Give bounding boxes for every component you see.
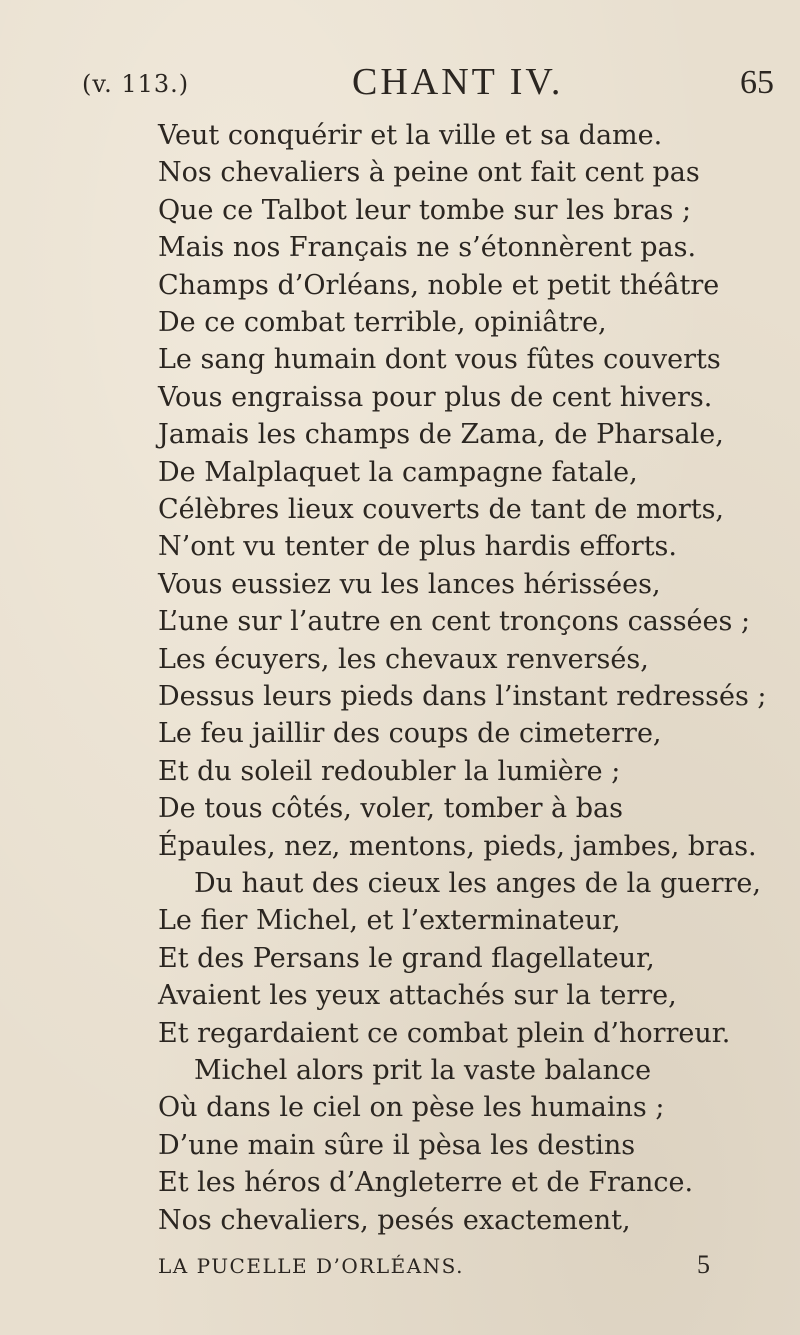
verse-line: Épaules, nez, mentons, pieds, jambes, bras. [158,830,757,862]
verse-line: De tous côtés, voler, tomber à bas [158,793,623,825]
verse-line: Jamais les champs de Zama, de Pharsale, [158,419,724,451]
verse-line: Dessus leurs pieds dans l’instant redressés ; [158,681,767,712]
page-number: 65 [740,64,774,101]
verse-line: Et du soleil redoubler la lumière ; [158,755,621,787]
verse-line: L’une sur l’autre en cent tronçons cassées ; [158,606,751,638]
verse-line: Et regardaient ce combat plein d’horreur. [158,1017,731,1049]
verse-line: Michel alors prit la vaste balance [194,1055,652,1086]
page-footer [158,1250,710,1284]
verse-line: Où dans le ciel on pèse les humains ; [158,1092,665,1124]
verse-line: Mais nos Français ne s’étonnèrent pas. [158,232,697,264]
verse-line: Avaient les yeux attachés sur la terre, [158,980,677,1012]
verse-line: D’une main sûre il pèsa les destins [158,1129,636,1161]
verse-line: Le feu jaillir des coups de cimeterre, [158,718,662,750]
verse-line: Le fier Michel, et l’exterminateur, [158,905,621,937]
verse-line: N’ont vu tenter de plus hardis efforts. [158,531,677,563]
running-head [82,58,774,106]
verse-line: Champs d’Orléans, noble et petit théâtre [158,269,720,301]
verse-line: Les écuyers, les chevaux renversés, [158,643,649,675]
verse-line: Et des Persans le grand flagellateur, [158,942,655,974]
verse-line: Nos chevaliers à peine ont fait cent pas [158,157,700,189]
verse-line: Célèbres lieux couverts de tant de morts, [158,494,725,525]
verse-line: Du haut des cieux les anges de la guerre, [194,868,761,899]
verse-line: Que ce Talbot leur tombe sur les bras ; [158,194,692,226]
verse-line: Vous engraissa pour plus de cent hivers. [158,381,713,413]
verse-line: Le sang humain dont vous fûtes couverts [158,344,721,376]
verse-line: Et les héros d’Angleterre et de France. [158,1167,694,1199]
verse-line: Vous eussiez vu les lances hérissées, [158,568,661,600]
verse-line: Veut conquérir et la ville et sa dame. [158,120,663,151]
verse-line: Nos chevaliers, pesés exactement, [158,1204,631,1236]
verse-reference: (v. 113.) [82,70,190,98]
verse-line: De Malplaquet la campagne fatale, [158,456,638,488]
verse-line: De ce combat terrible, opiniâtre, [158,307,607,338]
printer-signature: LA PUCELLE D’ORLÉANS. [158,1254,464,1278]
chapter-title: CHANT IV. [352,61,564,103]
signature-mark: 5 [697,1250,710,1279]
